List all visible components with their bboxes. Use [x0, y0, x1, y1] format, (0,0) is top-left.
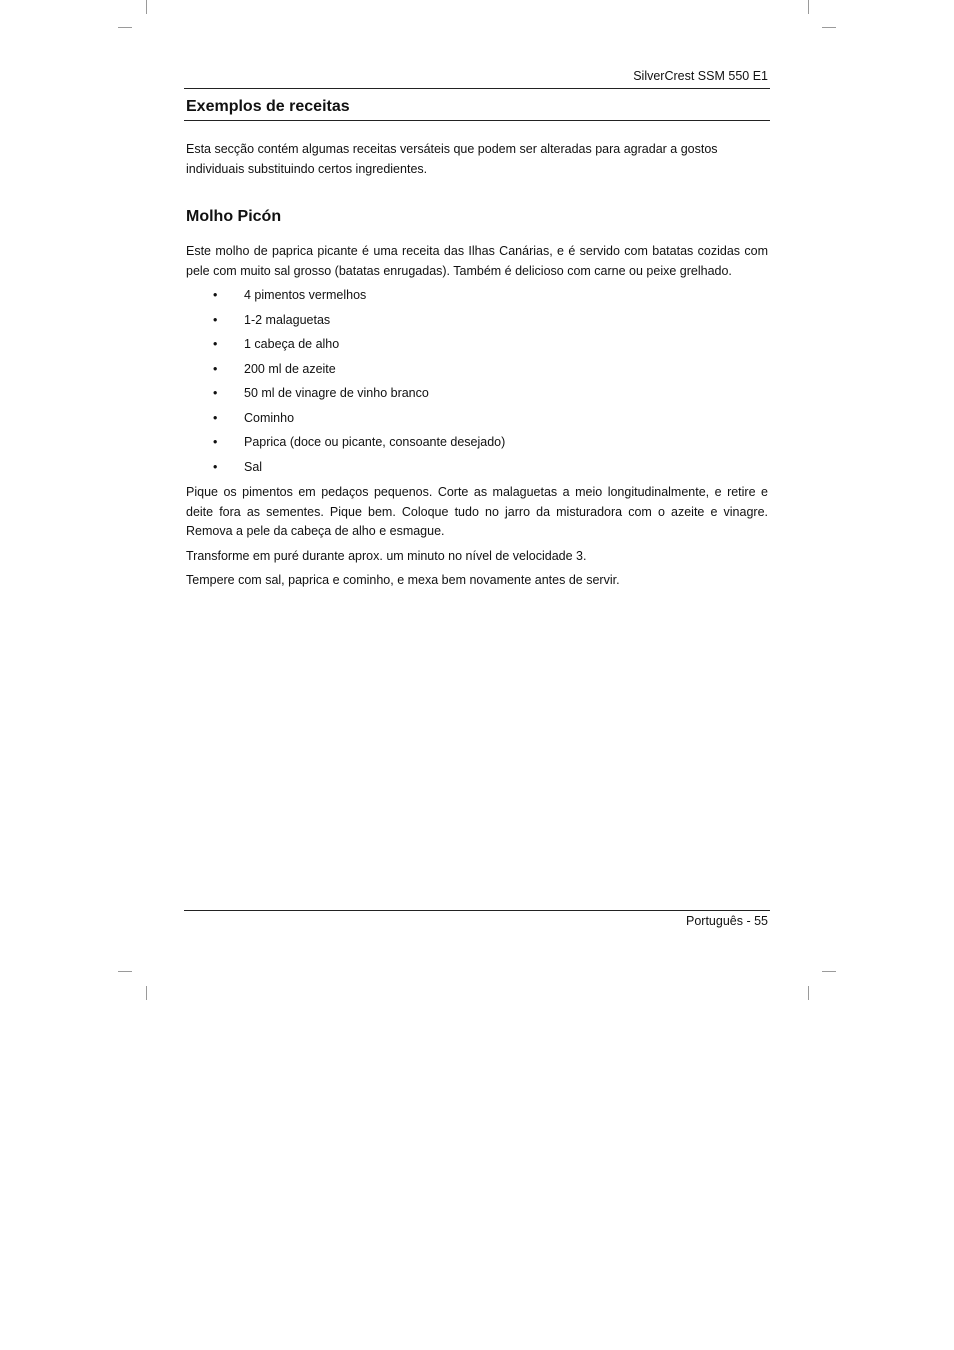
list-item: • 50 ml de vinagre de vinho branco — [186, 384, 505, 409]
recipe-description: Este molho de paprica picante é uma receita das Ilhas Canárias, e é servido com batatas cozidas com pele com muito sal grosso (batatas enrugadas). Também é delicioso com carne ou peixe grelhado. — [186, 244, 768, 278]
list-item: • 1 cabeça de alho — [186, 335, 505, 360]
recipe-title: Molho Picón — [186, 208, 282, 225]
page-number: Português - 55 — [686, 914, 768, 928]
step-paragraph: Pique os pimentos em pedaços pequenos. Corte as malaguetas a meio longitudinalmente, e retire e deite fora as sementes. Pique bem. Coloque tudo no jarro da misturadora com o azeite e vinagre. Remova a pele da cabeça de alho e esmague. — [186, 485, 768, 538]
crop-mark — [118, 971, 132, 972]
bullet-icon: • — [213, 361, 218, 376]
list-item: • 4 pimentos vermelhos — [186, 286, 505, 311]
section-title: Exemplos de receitas — [186, 98, 350, 115]
bullet-icon: • — [213, 312, 218, 327]
header-rule — [184, 88, 770, 89]
bullet-icon: • — [213, 288, 218, 302]
crop-mark — [808, 986, 809, 1000]
bullet-icon: • — [213, 459, 218, 474]
crop-mark — [118, 27, 132, 28]
running-header: SilverCrest SSM 550 E1 — [633, 69, 768, 83]
crop-mark — [822, 27, 836, 28]
step-paragraph: Tempere com sal, paprica e cominho, e mexa bem novamente antes de servir. — [186, 573, 620, 587]
bullet-icon: • — [213, 410, 218, 425]
crop-mark — [146, 0, 147, 14]
bullet-icon: • — [213, 337, 218, 351]
crop-mark — [822, 971, 836, 972]
section-intro: Esta secção contém algumas receitas versáteis que podem ser alteradas para agradar a gostos individuais substituindo certos ingredientes. — [186, 142, 718, 176]
list-item: • 1-2 malaguetas — [186, 311, 505, 336]
list-item: • Sal — [186, 458, 505, 483]
bullet-icon: • — [213, 435, 218, 449]
bullet-icon: • — [213, 386, 218, 400]
step-paragraph: Transforme em puré durante aprox. um minuto no nível de velocidade 3. — [186, 548, 587, 563]
list-item: • Cominho — [186, 409, 505, 434]
section-title-rule — [184, 120, 770, 121]
recipe-steps — [186, 483, 768, 596]
list-item: • Paprica (doce ou picante, consoante desejado) — [186, 433, 505, 458]
ingredient-list — [186, 286, 505, 482]
footer-rule — [184, 910, 770, 911]
crop-mark — [146, 986, 147, 1000]
list-item: • 200 ml de azeite — [186, 360, 505, 385]
crop-mark — [808, 0, 809, 14]
